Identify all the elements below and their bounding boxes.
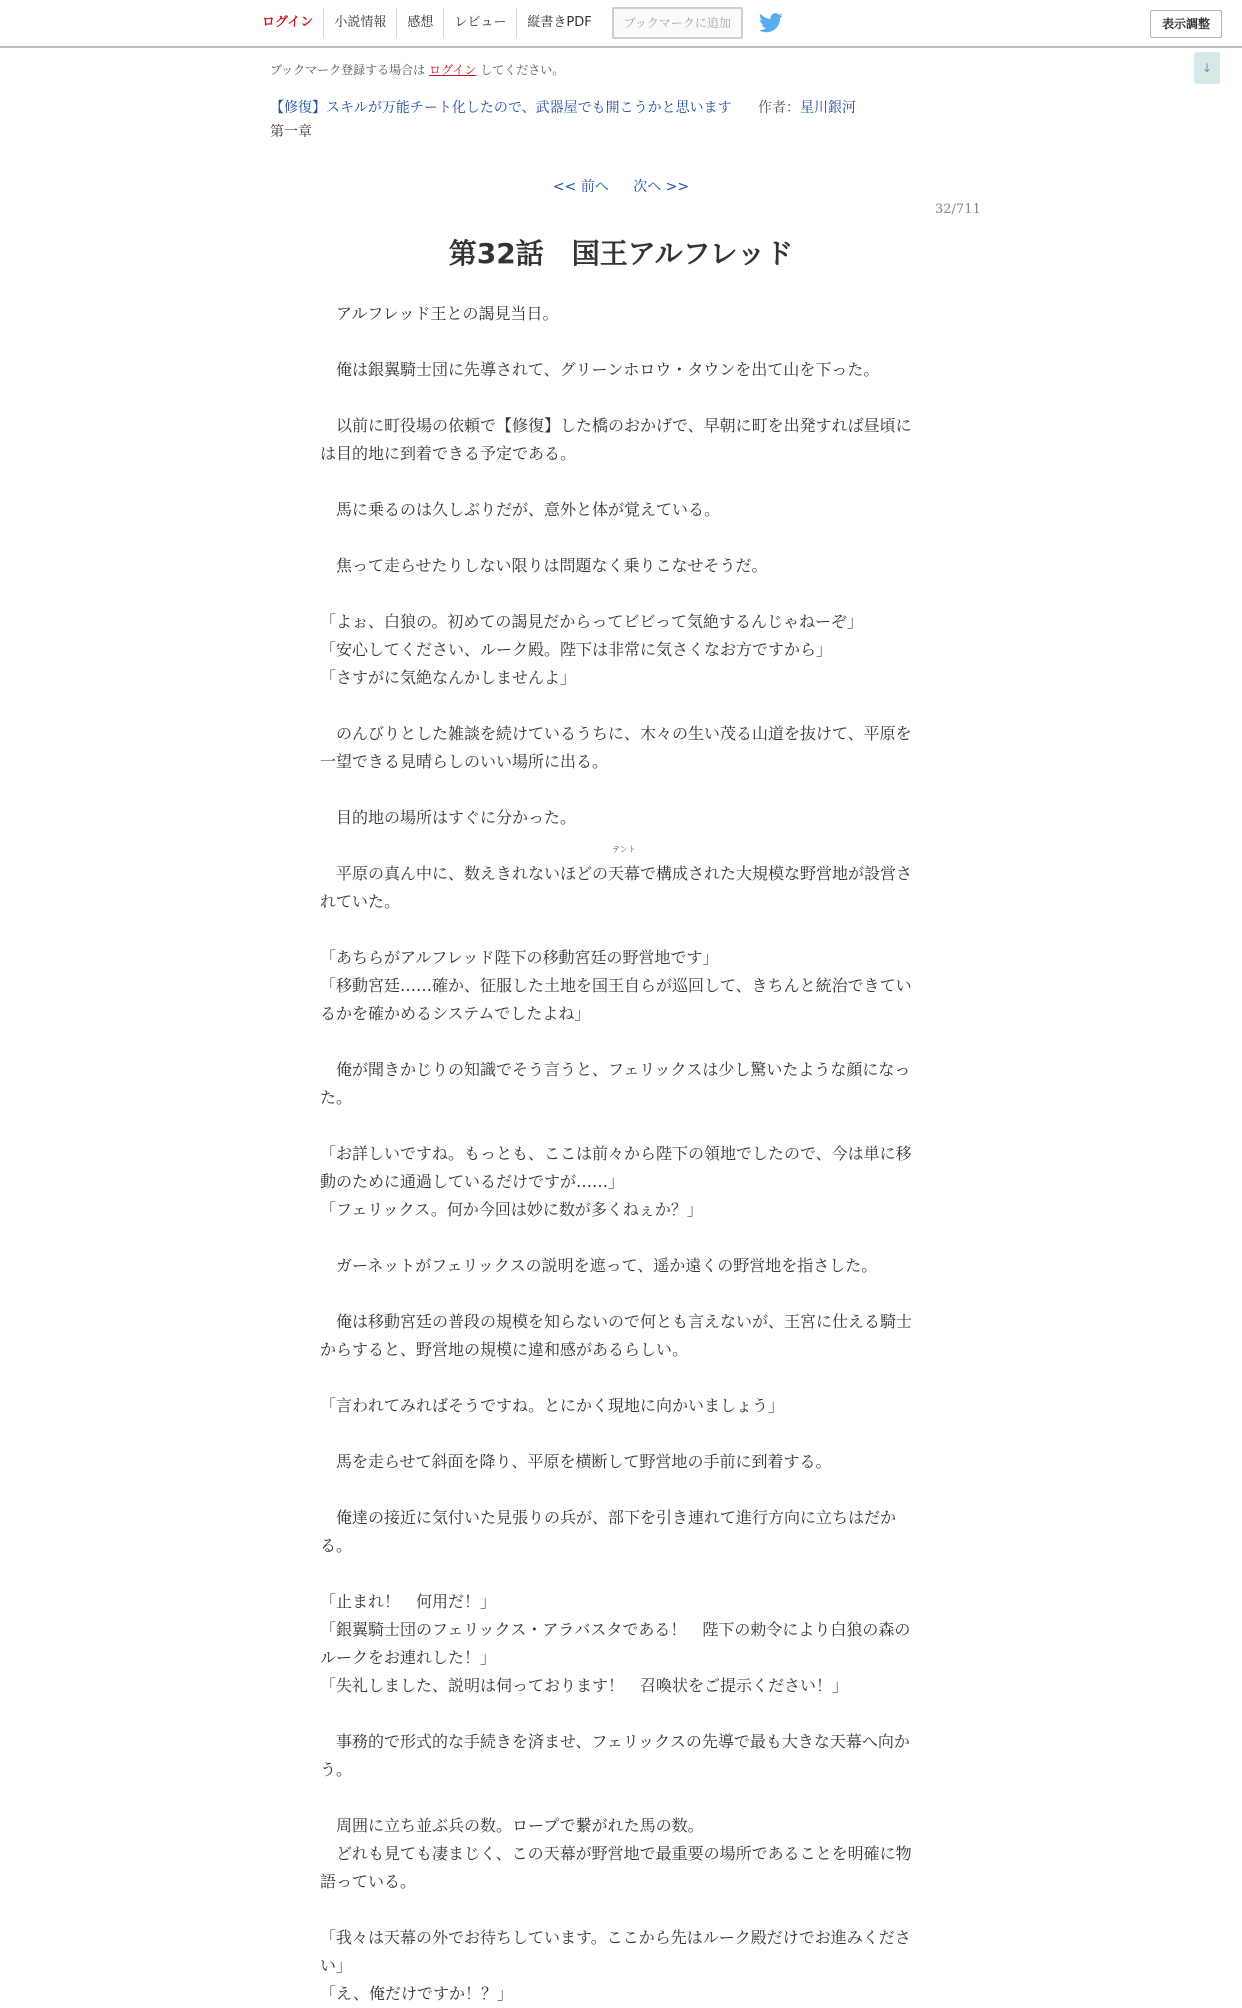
body-line (320, 1700, 916, 1728)
body-line: 「我々は天幕の外でお待ちしています。ここから先はルーク殿だけでお進みください」 (320, 1928, 911, 1975)
body-line (320, 328, 916, 356)
ruby-reading: テント (612, 845, 636, 854)
page-number: 32/711 (935, 202, 981, 217)
top-header (0, 0, 1242, 48)
nav-novel-info[interactable]: 小説情報 (324, 8, 397, 38)
body-line: 事務的で形式的な手続きを済ませ、フェリックスの先導で最も大きな天幕へ向かう。 (320, 1732, 910, 1779)
ruby-base: 天幕 (608, 864, 641, 883)
body-line (320, 1420, 916, 1448)
body-line: 「銀翼騎士団のフェリックス・アラバスタである！ 陛下の勅令により白狼の森のルークをお連れした！」 (320, 1620, 911, 1667)
body-line (320, 468, 916, 496)
body-line: 「安心してください、ルーク殿。陛下は非常に気さくなお方ですから」 (320, 640, 833, 659)
display-settings-button[interactable]: 表示調整 (1150, 10, 1222, 38)
body-line (320, 524, 916, 552)
next-episode-link[interactable]: 次へ >> (633, 179, 690, 195)
body-line: 周囲に立ち並ぶ兵の数。ロープで繋がれた馬の数。 (320, 1816, 704, 1835)
body-line: 「あちらがアルフレッド陛下の移動宮廷の野営地です」 (320, 948, 719, 967)
nav-impressions[interactable]: 感想 (397, 8, 444, 38)
body-line: 「え、俺だけですか！？」 (320, 1984, 513, 2003)
body-line (320, 1028, 916, 1056)
top-nav (252, 0, 785, 46)
prev-episode-link[interactable]: << 前へ (552, 179, 609, 195)
body-line (320, 692, 916, 720)
nav-login[interactable]: ログイン (252, 8, 324, 38)
body-line: 目的地の場所はすぐに分かった。 (320, 808, 577, 827)
body-line (320, 580, 916, 608)
body-line: 馬を走らせて斜面を降り、平原を横断して野営地の手前に到着する。 (320, 1452, 832, 1471)
body-line (320, 845, 916, 916)
body-line (320, 384, 916, 412)
body-line (320, 1364, 916, 1392)
body-line (320, 1280, 916, 1308)
nav-vertical-pdf[interactable]: 縦書きPDF (527, 15, 592, 30)
body-line (320, 1560, 916, 1588)
body-line: 馬に乗るのは久しぶりだが、意外と体が覚えている。 (320, 500, 721, 519)
twitter-icon[interactable] (759, 12, 785, 34)
bookmark-note-after: してください。 (480, 63, 565, 77)
body-line: 「よぉ、白狼の。初めての謁見だからってビビって気絶するんじゃねーぞ」 (320, 612, 864, 631)
body-line: 「フェリックス。何か今回は妙に数が多くねぇか？」 (320, 1200, 703, 1219)
novel-info-line (270, 97, 856, 117)
scroll-down-button[interactable]: ↓ (1194, 52, 1220, 84)
author-link[interactable]: 星川銀河 (800, 100, 857, 116)
episode-pager (0, 176, 1242, 196)
body-line: 「言われてみればそうですね。とにかく現地に向かいましょう」 (320, 1396, 785, 1415)
body-line: どれも見ても凄まじく、この天幕が野営地で最重要の場所であることを明確に物語っている。 (320, 1844, 912, 1891)
body-line: 「止まれ！ 何用だ！」 (320, 1592, 497, 1611)
body-line: 俺は銀翼騎士団に先導されて、グリーンホロウ・タウンを出て山を下った。 (320, 360, 880, 379)
body-line (320, 776, 916, 804)
body-line: 焦って走らせたりしない限りは問題なく乗りこなせそうだ。 (320, 556, 768, 575)
ruby-line-before: 平原の真ん中に、数えきれないほどの (320, 864, 609, 883)
body-line: ガーネットがフェリックスの説明を遮って、遥か遠くの野営地を指さした。 (320, 1256, 878, 1275)
body-line (320, 1476, 916, 1504)
body-line: 俺は移動宮廷の普段の規模を知らないので何とも言えないが、王宮に仕える騎士からすると、野営地の規模に違和感があるらしい。 (320, 1312, 913, 1359)
episode-body (320, 300, 916, 2008)
body-line: 「お詳しいですね。もっとも、ここは前々から陛下の領地でしたので、今は単に移動のために通過しているだけですが……」 (320, 1144, 912, 1191)
body-line (320, 1896, 916, 1924)
body-line (320, 1784, 916, 1812)
body-line (320, 916, 916, 944)
add-bookmark-button[interactable]: ブックマークに追加 (612, 7, 743, 39)
body-line: アルフレッド王との謁見当日。 (320, 304, 559, 323)
novel-title-link[interactable]: 【修復】スキルが万能チート化したので、武器屋でも開こうかと思います (270, 100, 732, 116)
bookmark-note-before: ブックマーク登録する場合は (270, 63, 426, 77)
body-line: 俺達の接近に気付いた見張りの兵が、部下を引き連れて進行方向に立ちはだかる。 (320, 1508, 897, 1555)
episode-title: 第32話 国王アルフレッド (448, 237, 794, 270)
ruby-word (608, 845, 641, 888)
body-line: 「失礼しました、説明は伺っております！ 召喚状をご提示ください！」 (320, 1676, 849, 1695)
bookmark-note (270, 61, 564, 78)
bookmark-login-link[interactable]: ログイン (429, 63, 477, 77)
body-line: のんびりとした雑談を続けているうちに、木々の生い茂る山道を抜けて、平原を一望できる見晴らしのいい場所に出る。 (320, 724, 912, 771)
chapter-label: 第一章 (270, 124, 312, 140)
body-line: 「移動宮廷……確か、征服した土地を国王自らが巡回して、きちんと統治できているかを確かめるシステムでしたよね」 (320, 976, 912, 1023)
author-label: 作者： (758, 100, 801, 116)
ruby-line-after: で構成された大規模な野営地が設営されていた。 (320, 864, 913, 911)
nav-reviews[interactable]: レビュー (444, 8, 517, 38)
body-line: 以前に町役場の依頼で【修復】した橋のおかげで、早朝に町を出発すれば昼頃には目的地に到着できる予定である。 (320, 416, 912, 463)
body-line: 「さすがに気絶なんかしませんよ」 (320, 668, 577, 687)
body-line (320, 1224, 916, 1252)
body-line (320, 1112, 916, 1140)
body-line: 俺が聞きかじりの知識でそう言うと、フェリックスは少し驚いたような顔になった。 (320, 1060, 911, 1107)
